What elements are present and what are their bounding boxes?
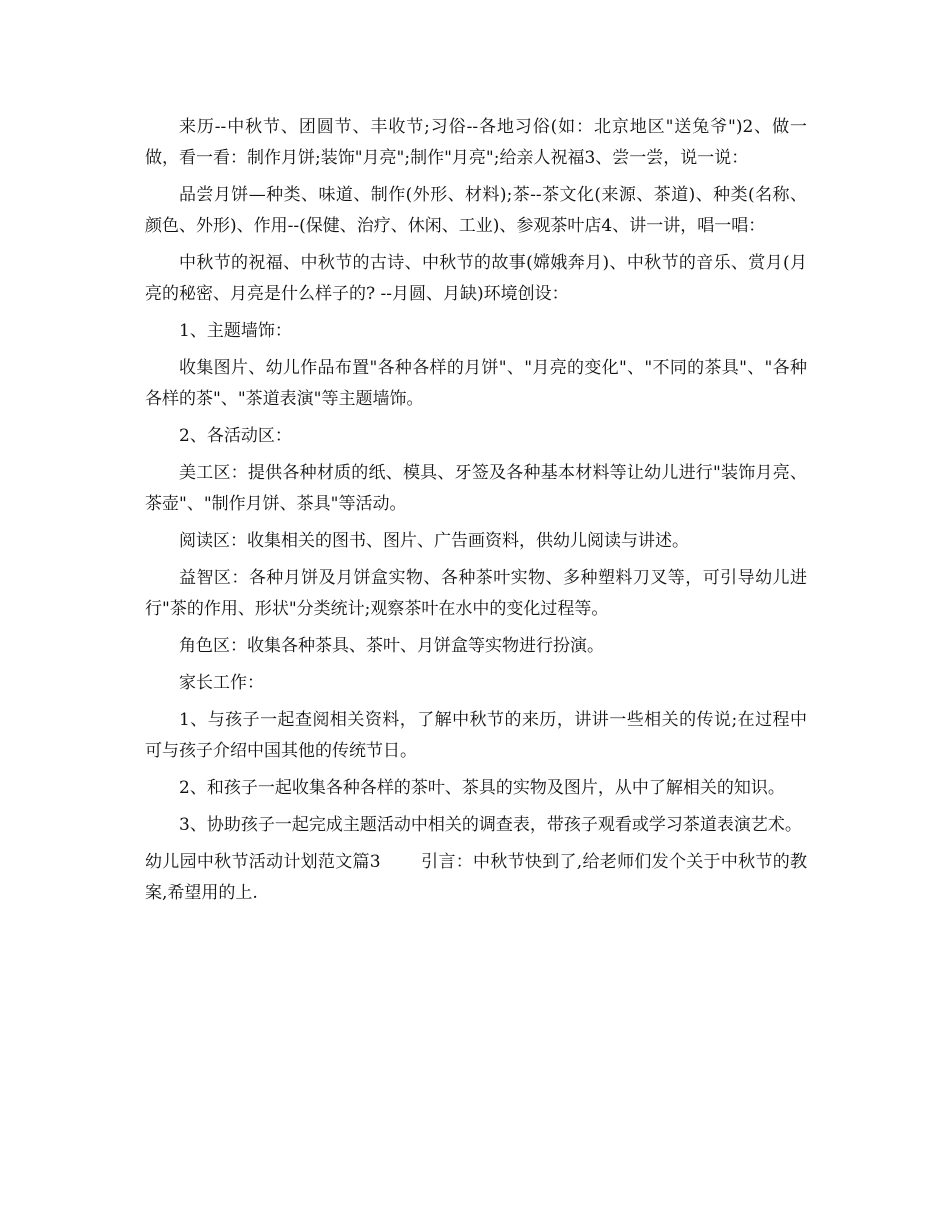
paragraph-reading-area: 阅读区：收集相关的图书、图片、广告画资料，供幼儿阅读与讲述。 — [179, 531, 689, 551]
document-body — [145, 112, 807, 915]
heading-parent-work: 家长工作： — [179, 673, 264, 693]
heading-theme-wall: 1、主题墙饰： — [179, 321, 292, 341]
paragraph-taste-mooncakes: 品尝月饼—种类、味道、制作(外形、材料);茶--茶文化(来源、茶道)、种类(名称、颜色、外形)、作用--(保健、治疗、休闲、工业)、参观茶叶店4、讲一讲，唱一唱： — [145, 185, 807, 236]
paragraph-origin-customs: 来历--中秋节、团圆节、丰收节;习俗--各地习俗(如：北京地区"送兔爷")2、做一做，看一看：制作月饼;装饰"月亮";制作"月亮";给亲人祝福3、尝一尝，说一说： — [145, 117, 807, 168]
paragraph-art-area: 美工区：提供各种材质的纸、模具、牙签及各种基本材料等让幼儿进行"装饰月亮、茶壶"、"制作月饼、茶具"等活动。 — [145, 463, 807, 514]
paragraph-mid-autumn-wishes: 中秋节的祝福、中秋节的古诗、中秋节的故事(嫦娥奔月)、中秋节的音乐、赏月(月亮的秘密、月亮是什么样子的? --月圆、月缺)环境创设： — [145, 253, 807, 304]
paragraph-role-area: 角色区：收集各种茶具、茶叶、月饼盒等实物进行扮演。 — [179, 636, 604, 656]
heading-activity-areas: 2、各活动区： — [179, 426, 292, 446]
paragraph-theme-wall: 收集图片、幼儿作品布置"各种各样的月饼"、"月亮的变化"、"不同的茶具"、"各种各样的茶"、"茶道表演"等主题墙饰。 — [145, 358, 807, 409]
paragraph-parent-task-1: 1、与孩子一起查阅相关资料，了解中秋节的来历，讲讲一些相关的传说;在过程中可与孩子介绍中国其他的传统节日。 — [145, 710, 807, 761]
paragraph-parent-task-3: 3、协助孩子一起完成主题活动中相关的调查表，带孩子观看或学习茶道表演艺术。 — [179, 815, 802, 835]
paragraph-plan-sample-3: 幼儿园中秋节活动计划范文篇3 引言：中秋节快到了,给老师们发个关于中秋节的教案,希望用的上. — [145, 852, 807, 903]
paragraph-parent-task-2: 2、和孩子一起收集各种各样的茶叶、茶具的实物及图片，从中了解相关的知识。 — [179, 778, 785, 798]
paragraph-puzzle-area: 益智区：各种月饼及月饼盒实物、各种茶叶实物、多种塑料刀叉等，可引导幼儿进行"茶的作用、形状"分类统计;观察茶叶在水中的变化过程等。 — [145, 568, 807, 619]
